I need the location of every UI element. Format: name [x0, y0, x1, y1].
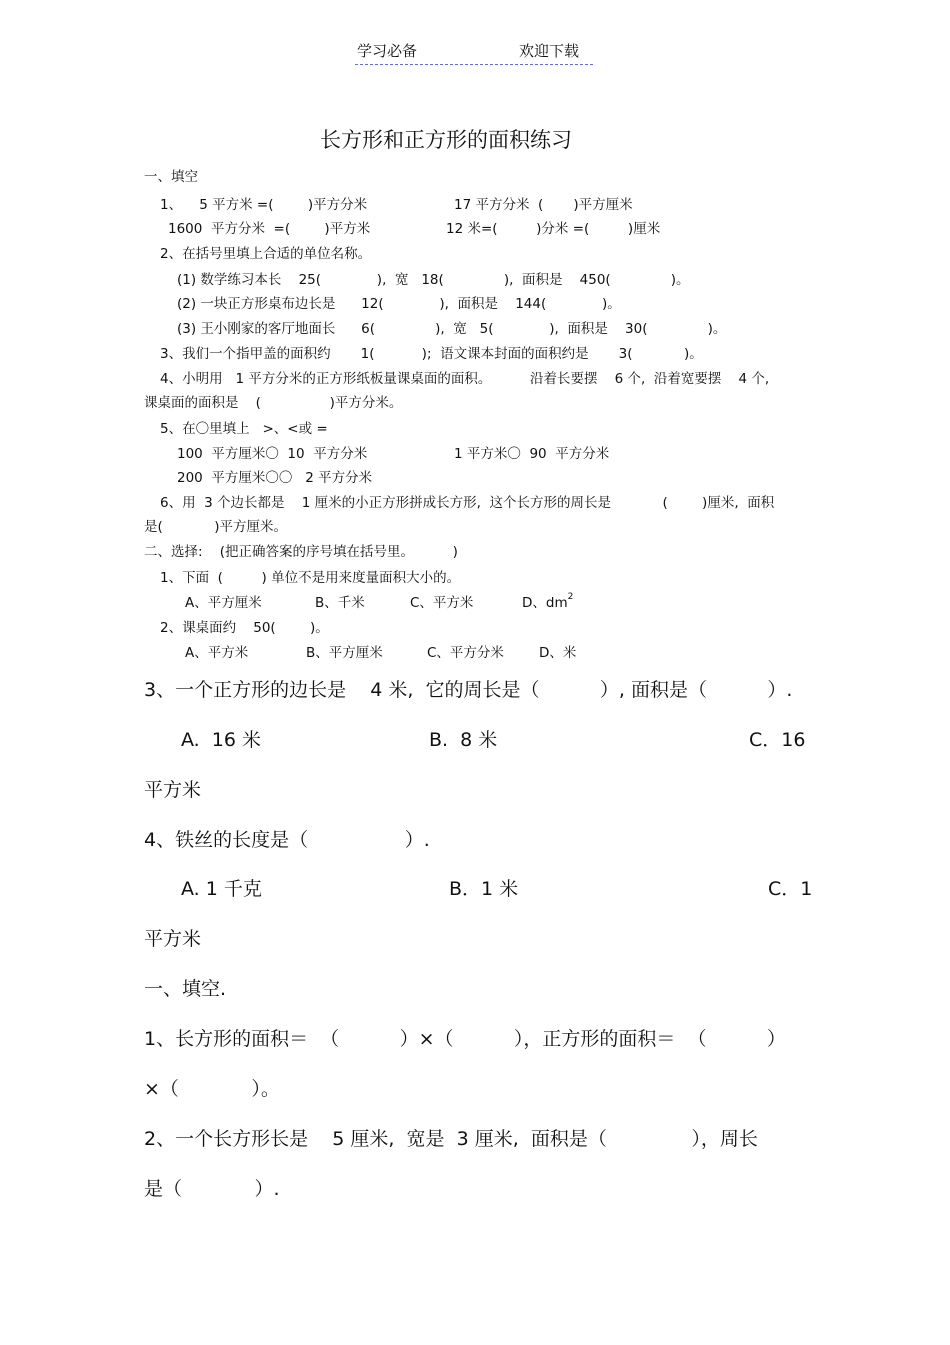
q5: 5、在〇里填上 >、<或 =	[160, 421, 328, 437]
choice-q1-opt-a: A、平方厘米	[185, 595, 262, 611]
large-q4-wrap: 平方米	[144, 928, 202, 950]
large-q3: 3、一个正方形的边长是 4 米, 它的周长是（ ）, 面积是（ ）.	[144, 679, 793, 701]
q4-line1: 4、小明用 1 平方分米的正方形纸板量课桌面的面积。 沿着长要摆 6 个, 沿着宽要摆 4 个,	[160, 371, 770, 387]
large-q4-opt-a: A. 1 千克	[181, 878, 262, 900]
q4-line2: 课桌面的面积是 ( )平方分米。	[144, 395, 403, 411]
q5-b: 1 平方米〇 90 平方分米	[454, 446, 610, 462]
q6-line2: 是( )平方厘米。	[144, 519, 288, 535]
large-q3-opt-a: A. 16 米	[181, 729, 261, 751]
choice-q2-opt-a: A、平方米	[185, 645, 249, 661]
large-q4-opt-b: B．1 米	[449, 878, 519, 900]
q1-a: 1、 5 平方米 =( )平方分米	[160, 197, 368, 213]
q5-c: 200 平方厘米〇〇 2 平方分米	[177, 470, 373, 486]
header-left: 学习必备	[357, 42, 418, 60]
q5-a: 100 平方厘米〇 10 平方分米	[177, 446, 368, 462]
header-right: 欢迎下载	[519, 42, 580, 60]
large-q3-opt-b: B. 8 米	[429, 729, 498, 751]
q2-2: (2) 一块正方形桌布边长是 12( ), 面积是 144( )。	[177, 296, 621, 312]
large-p2-line2: 是（ ）.	[144, 1178, 280, 1200]
choice-q2-opt-c: C、平方分米	[427, 645, 504, 661]
header-divider	[355, 64, 593, 65]
choice-q1-opt-d	[522, 591, 574, 611]
q3: 3、我们一个指甲盖的面积约 1( ); 语文课本封面的面积约是 3( )。	[160, 346, 703, 362]
q6-line1: 6、用 3 个边长都是 1 厘米的小正方形拼成长方形, 这个长方形的周长是 ( )厘米, 面积	[160, 495, 775, 511]
page-title: 长方形和正方形的面积练习	[320, 128, 572, 152]
section2-heading: 二、选择: (把正确答案的序号填在括号里。 )	[144, 544, 458, 560]
choice-q2: 2、课桌面约 50( )。	[160, 620, 329, 636]
large-q4-opt-c: C．1	[768, 878, 813, 900]
q1-c: 1600 平方分米 =( )平方米	[168, 221, 371, 237]
q2-3: (3) 王小刚家的客厅地面长 6( ), 宽 5( ), 面积是 30( )。	[177, 321, 727, 337]
large-p1-line2: ×（ ）。	[144, 1078, 280, 1100]
large-q4: 4、铁丝的长度是（ ）.	[144, 829, 430, 851]
large-q3-opt-c: C．16	[749, 729, 806, 751]
section1-heading: 一、填空	[144, 169, 198, 185]
large-q3-wrap: 平方米	[144, 779, 202, 801]
q2-1: (1) 数学练习本长 25( ), 宽 18( ), 面积是 450( )。	[177, 272, 690, 288]
choice-q1-opt-b: B、千米	[315, 595, 365, 611]
choice-q1-opt-d-text: D、dm	[522, 595, 568, 611]
large-p2-line1: 2、一个长方形长是 5 厘米, 宽是 3 厘米, 面积是（ ），周长	[144, 1128, 758, 1150]
choice-q1: 1、下面 ( ) 单位不是用来度量面积大小的。	[160, 570, 461, 586]
q1-d: 12 米=( )分米 =( )厘米	[446, 221, 661, 237]
large-p1-line1: 1、长方形的面积＝ （ ）×（ ），正方形的面积＝ （ ）	[144, 1028, 786, 1050]
choice-q2-opt-d: D、米	[539, 645, 577, 661]
choice-q1-opt-d-sup: 2	[567, 591, 574, 602]
large-heading: 一、填空.	[144, 978, 227, 1000]
q1-b: 17 平方分米 ( )平方厘米	[454, 197, 633, 213]
choice-q1-opt-c: C、平方米	[410, 595, 474, 611]
q2: 2、在括号里填上合适的单位名称。	[160, 246, 372, 262]
choice-q2-opt-b: B、平方厘米	[306, 645, 383, 661]
